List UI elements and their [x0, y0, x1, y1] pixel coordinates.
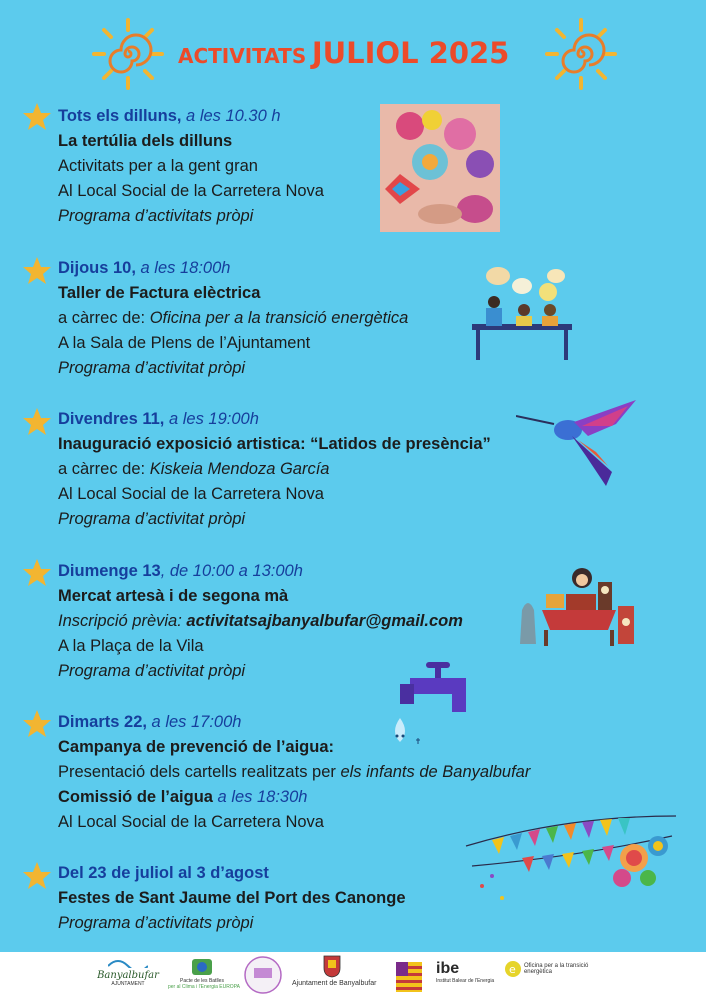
page-title: ACTIVITATS JULIOL 2025	[178, 36, 510, 70]
event-title: Mercat artesà i de segona mà	[58, 587, 289, 605]
event-title: La tertúlia dels dilluns	[58, 132, 233, 150]
ibe-logo: ibe Institut Balear de l'Energia	[436, 960, 495, 984]
event-1: Tots els dilluns, a les 10.30 h La tertúlia dels dilluns Activitats per a la gent gran Al Local Social de la Carretera Nova Programa d’activitats pròpi	[58, 107, 324, 225]
star-icon	[22, 102, 52, 132]
sun-spiral-icon	[545, 18, 617, 90]
event-title: Campanya de prevenció de l’aigua:	[58, 738, 335, 756]
event-5: Dimarts 22, a les 17:00h Campanya de prevenció de l’aigua: Presentació dels cartells realitzats per els infants de Banyalbufar Comissió de l’aigua a les 18:30h Al Local Social de la Carretera Nova	[58, 713, 531, 831]
meeting-people-illustration	[466, 264, 574, 364]
oficina-transicio-logo: e Oficina per a la transició energètica	[504, 960, 594, 978]
crafts-photo-image	[380, 104, 500, 232]
star-icon	[22, 709, 52, 739]
star-icon	[22, 558, 52, 588]
sun-spiral-icon	[92, 18, 164, 90]
water-tap-illustration	[382, 660, 472, 752]
event-2: Dijous 10, a les 18:00h Taller de Factura elèctrica a càrrec de: Oficina per a la transició energètica A la Sala de Plens de l’Ajuntament Programa d’activitat pròpi	[58, 259, 409, 377]
header	[0, 0, 706, 100]
ajuntament-banyalbufar-logo: Ajuntament de Banyalbufar	[292, 954, 372, 987]
balearic-flag-logo	[396, 962, 422, 992]
star-icon	[22, 861, 52, 891]
banyalbufar-logo: Banyalbufar AJUNTAMENT	[94, 958, 162, 987]
round-badge-logo	[244, 954, 282, 998]
star-icon	[22, 407, 52, 437]
svg-text:e: e	[509, 963, 516, 976]
star-icon	[22, 256, 52, 286]
footer-logos	[0, 952, 706, 1000]
event-title: Taller de Factura elèctrica	[58, 284, 261, 302]
hummingbird-illustration	[516, 396, 642, 488]
event-4: Diumenge 13, de 10:00 a 13:00h Mercat artesà i de segona mà Inscripció prèvia: activitatsajbanyalbufar@gmail.com A la Plaça de la Vila Programa d’activitat pròpi	[58, 562, 463, 680]
event-title: Festes de Sant Jaume del Port des Canonge	[58, 889, 406, 907]
event-title: Inauguració exposició artistica: “Latidos de presència”	[58, 435, 491, 453]
pacte-batlles-logo: Pacte de les Batlles per al Clima i l'Energia EUROPA	[168, 958, 236, 990]
party-bunting-illustration	[462, 806, 682, 916]
market-stall-illustration	[518, 564, 640, 648]
event-3: Divendres 11, a les 19:00h Inauguració exposició artistica: “Latidos de presència” a càrrec de: Kiskeia Mendoza García Al Local Social de la Carretera Nova Programa d’activitat pròpi	[58, 410, 491, 528]
event-6: Del 23 de juliol al 3 d’agost Festes de Sant Jaume del Port des Canonge Programa d’activitats pròpi	[58, 864, 406, 932]
